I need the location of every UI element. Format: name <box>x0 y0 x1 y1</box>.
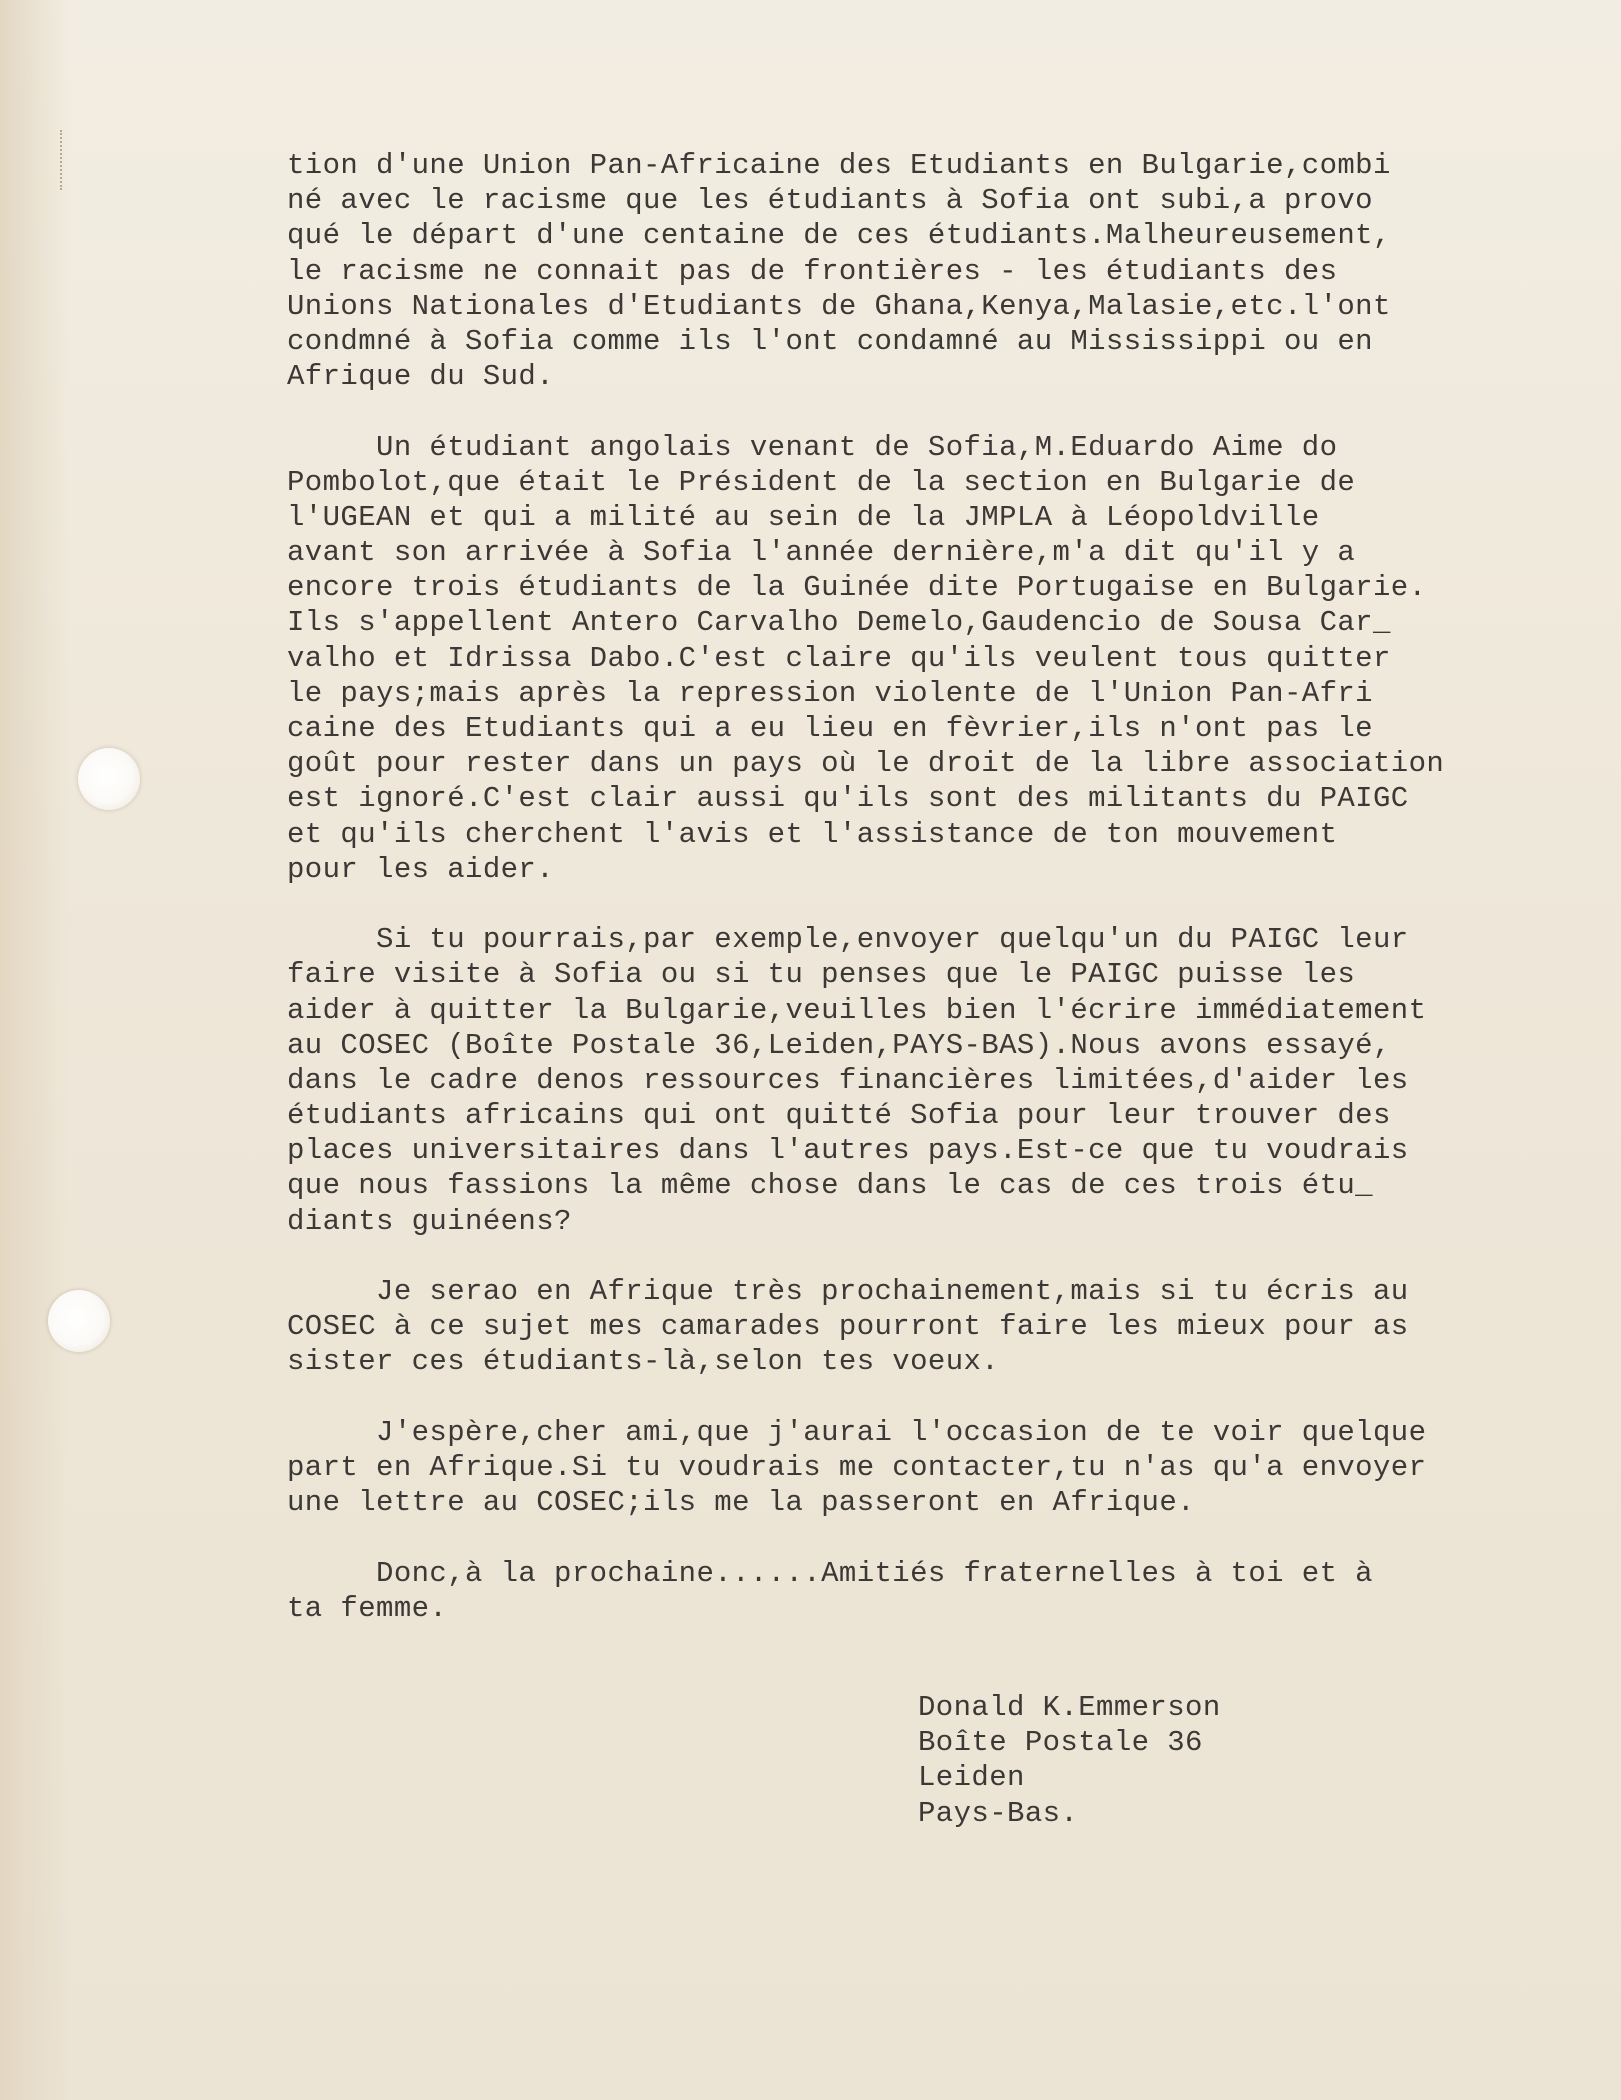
text-line: tion d'une Union Pan-Africaine des Etudiants en Bulgarie,combi <box>287 149 1391 182</box>
text-line: une lettre au COSEC;ils me la passeront en Afrique. <box>287 1486 1195 1520</box>
text-line: pour les aider. <box>287 852 555 886</box>
letter-body <box>287 148 1587 1626</box>
paragraph-4 <box>287 1274 1587 1380</box>
text-line: l'UGEAN et qui a milité au sein de la JMPLA à Léopoldville <box>287 500 1320 534</box>
text-line: le racisme ne connait pas de frontières - les étudiants des <box>287 254 1338 288</box>
paragraph-5 <box>287 1415 1587 1521</box>
paragraph-gap <box>287 1239 1587 1274</box>
paragraph-1 <box>287 148 1587 394</box>
text-line: dans le cadre denos ressources financières limitées,d'aider les <box>287 1063 1409 1097</box>
text-line: et qu'ils cherchent l'avis et l'assistance de ton mouvement <box>287 817 1338 851</box>
text-line: qué le départ d'une centaine de ces étudiants.Malheureusement, <box>287 219 1391 253</box>
text-line: caine des Etudiants qui a eu lieu en fèvrier,ils n'ont pas le <box>287 712 1373 745</box>
text-line: goût pour rester dans un pays où le droit de la libre association <box>287 747 1445 781</box>
text-line: au COSEC (Boîte Postale 36,Leiden,PAYS-BAS).Nous avons essayé, <box>287 1028 1391 1062</box>
paragraph-6 <box>287 1556 1587 1626</box>
page-edge-stain <box>0 0 70 2100</box>
text-line: Afrique du Sud. <box>287 360 555 394</box>
text-line: né avec le racisme que les étudiants à Sofia ont subi,a provo <box>287 184 1373 218</box>
paragraph-gap <box>287 394 1587 429</box>
punch-hole <box>48 1290 110 1352</box>
paragraph-2 <box>287 430 1587 887</box>
text-line: Donc,à la prochaine......Amitiés fraternelles à toi et à <box>287 1556 1373 1590</box>
text-line: diants guinéens? <box>287 1204 572 1238</box>
text-line: Je serao en Afrique très prochainement,mais si tu écris au <box>287 1275 1409 1308</box>
paragraph-gap <box>287 1520 1587 1555</box>
paragraph-gap <box>287 887 1587 922</box>
text-line: Pombolot,que était le Président de la section en Bulgarie de <box>287 465 1356 499</box>
text-line: COSEC à ce sujet mes camarades pourront faire les mieux pour as <box>287 1310 1409 1344</box>
signature-address: Boîte Postale 36 <box>918 1726 1203 1760</box>
text-line: Unions Nationales d'Etudiants de Ghana,Kenya,Malasie,etc.l'ont <box>287 289 1391 323</box>
text-line: avant son arrivée à Sofia l'année dernière,m'a dit qu'il y a <box>287 536 1356 570</box>
text-line: valho et Idrissa Dabo.C'est claire qu'ils veulent tous quitter <box>287 641 1391 675</box>
text-line: ta femme. <box>287 1591 448 1625</box>
text-line: aider à quitter la Bulgarie,veuilles bien l'écrire immédiatement <box>287 993 1427 1027</box>
text-line: encore trois étudiants de la Guinée dite Portugaise en Bulgarie. <box>287 571 1427 605</box>
text-line: le pays;mais après la repression violente de l'Union Pan-Afri <box>287 676 1373 710</box>
text-line: condmné à Sofia comme ils l'ont condamné au Mississippi ou en <box>287 324 1373 358</box>
text-line: Un étudiant angolais venant de Sofia,M.Eduardo Aime do <box>287 430 1338 464</box>
paragraph-3 <box>287 922 1587 1239</box>
paragraph-gap <box>287 1380 1587 1415</box>
signature-block <box>918 1690 1221 1831</box>
text-line: Si tu pourrais,par exemple,envoyer quelqu'un du PAIGC leur <box>287 923 1409 957</box>
signature-country: Pays-Bas. <box>918 1796 1079 1830</box>
text-line: est ignoré.C'est clair aussi qu'ils sont des militants du PAIGC <box>287 782 1409 816</box>
signature-city: Leiden <box>918 1761 1025 1795</box>
text-line: Ils s'appellent Antero Carvalho Demelo,Gaudencio de Sousa Car_ <box>287 606 1391 640</box>
text-line: étudiants africains qui ont quitté Sofia pour leur trouver des <box>287 1099 1391 1133</box>
text-line: faire visite à Sofia ou si tu penses que le PAIGC puisse les <box>287 958 1356 992</box>
text-line: que nous fassions la même chose dans le cas de ces trois étu_ <box>287 1169 1373 1203</box>
punch-hole <box>78 748 140 810</box>
corner-mark <box>60 130 72 190</box>
text-line: sister ces étudiants-là,selon tes voeux. <box>287 1345 1000 1379</box>
text-line: places universitaires dans l'autres pays.Est-ce que tu voudrais <box>287 1134 1409 1168</box>
signature-name: Donald K.Emmerson <box>918 1691 1221 1724</box>
text-line: J'espère,cher ami,que j'aurai l'occasion de te voir quelque <box>287 1415 1427 1449</box>
text-line: part en Afrique.Si tu voudrais me contacter,tu n'as qu'a envoyer <box>287 1450 1427 1484</box>
